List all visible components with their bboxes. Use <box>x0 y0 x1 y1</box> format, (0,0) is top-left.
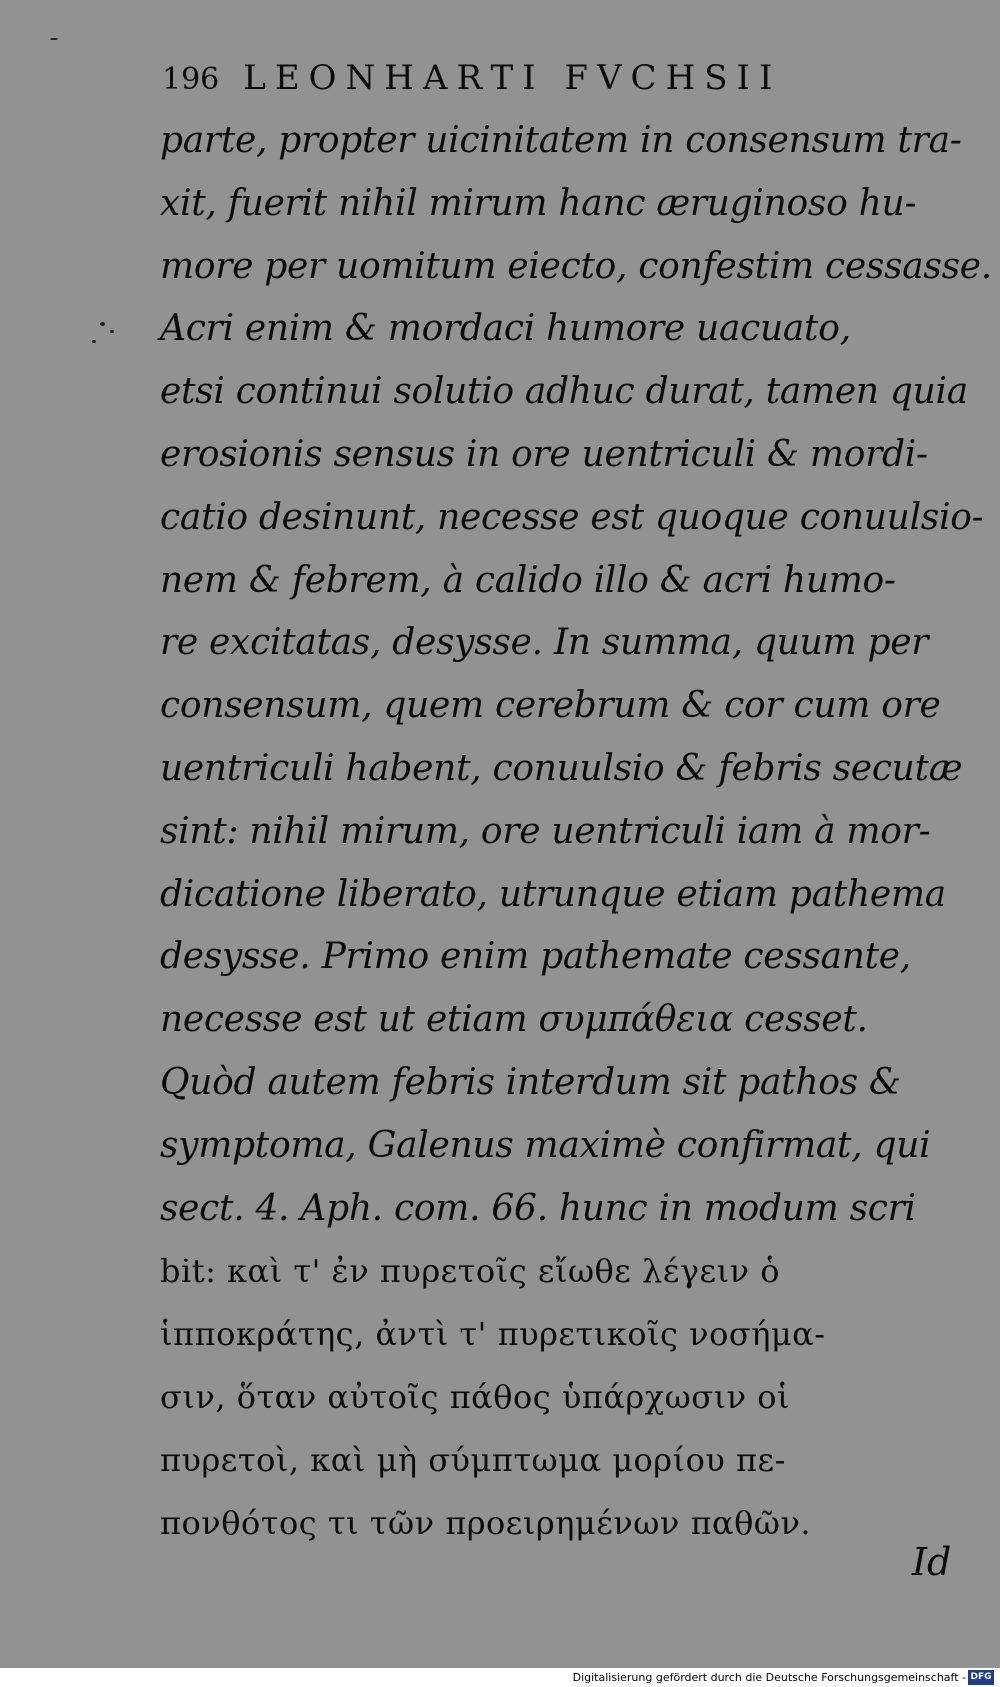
running-header <box>162 58 922 106</box>
text-line: dicatione liberato, utrunque etiam pathema <box>160 873 946 915</box>
text-line: necesse est ut etiam συμπάθεια cesset. <box>160 999 868 1041</box>
greek-text-line: πονθότος τι τῶν προειρημένων παθῶν. <box>160 1503 812 1542</box>
text-line: consensum, quem cerebrum & cor cum ore <box>160 685 941 727</box>
text-line: sint: nihil mirum, ore uentriculi iam à mor- <box>160 810 931 852</box>
text-line: etsi continui solutio adhuc durat, tamen quia <box>160 371 968 413</box>
text-line: re excitatas, desysse. In summa, quum per <box>160 622 929 664</box>
scan-speck <box>100 322 105 326</box>
text-line: more per uomitum eiecto, confestim cessasse. <box>160 245 992 287</box>
text-line: nem & febrem, à calido illo & acri humo- <box>160 559 896 601</box>
greek-text-line: ἱπποκράτης, ἀντὶ τ' πυρετικοῖς νοσήμα- <box>160 1315 826 1354</box>
scan-speck <box>50 38 58 40</box>
greek-text-line: πυρετοὶ, καὶ μὴ σύμπτωμα μορίου πε- <box>160 1440 786 1479</box>
greek-text-line: bit: καὶ τ' ἐν πυρετοῖς εἴωθε λέγειν ὁ <box>160 1252 781 1291</box>
page-number: 196 <box>162 62 220 97</box>
text-line: symptoma, Galenus maximè confirmat, qui <box>160 1124 931 1166</box>
greek-text-line: σιν, ὅταν αὐτοῖς πάθος ὑπάρχωσιν οἱ <box>160 1377 791 1416</box>
scan-speck <box>92 340 96 343</box>
text-line: erosionis sensus in ore uentriculi & mordi- <box>160 433 928 475</box>
dfg-logo: DFG <box>968 1670 994 1685</box>
text-line: sect. 4. Aph. com. 66. hunc in modum scri <box>160 1187 916 1229</box>
running-title: LEONHARTI FVCHSII <box>243 58 782 98</box>
digitization-credit: Digitalisierung gefördert durch die Deutsche Forschungsgemeinschaft - <box>572 1671 966 1684</box>
text-line: catio desinunt, necesse est quoque conuulsio- <box>160 496 984 538</box>
text-line: desysse. Primo enim pathemate cessante, <box>160 936 911 978</box>
text-line: xit, fuerit nihil mirum hanc æruginoso hu- <box>160 182 917 224</box>
text-line: Quòd autem febris interdum sit pathos & <box>160 1061 901 1103</box>
text-line: uentriculi habent, conuulsio & febris secutæ <box>160 747 963 789</box>
catchword: Id <box>912 1540 952 1584</box>
scan-speck <box>110 330 114 333</box>
body-text <box>160 110 992 1554</box>
text-line: Acri enim & mordaci humore uacuato, <box>160 308 851 350</box>
text-line: parte, propter uicinitatem in consensum tra- <box>160 120 962 161</box>
